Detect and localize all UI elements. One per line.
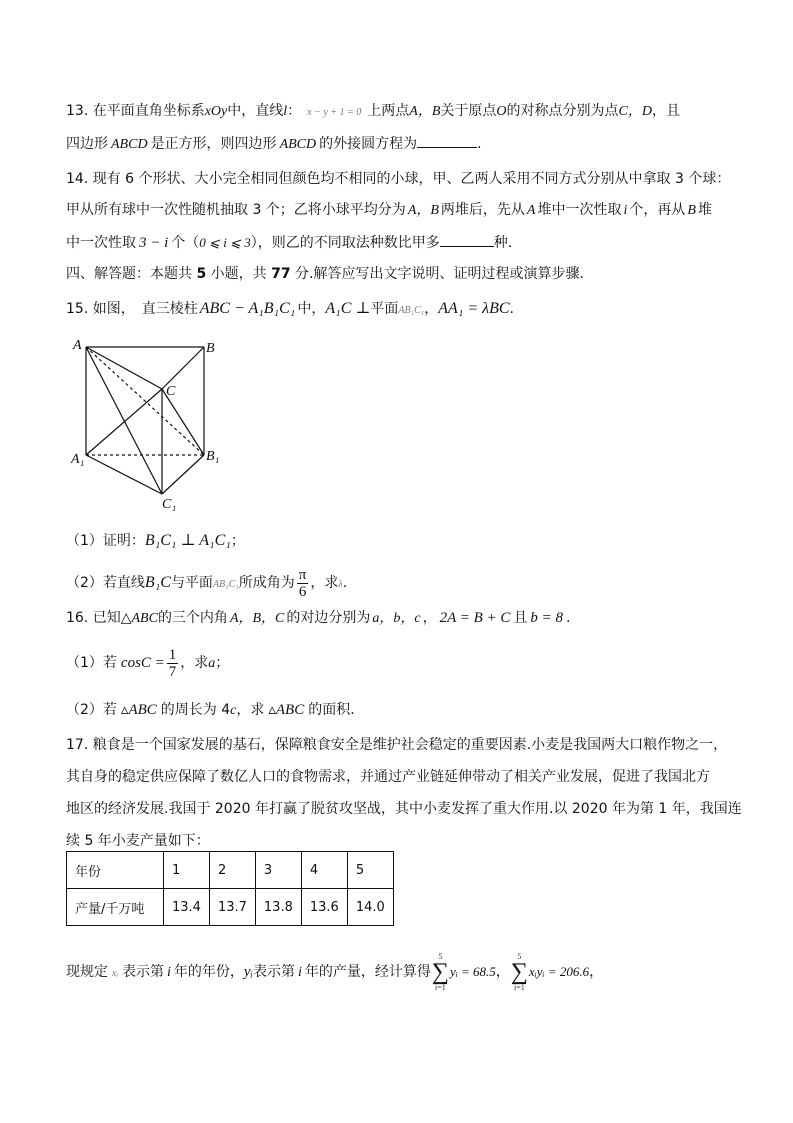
- text: ，: [589, 964, 604, 980]
- q17-line3: 地区的经济发展.我国于 2020 年打赢了脱贫攻坚战，其中小麦发挥了重大作用.以 2020 年为第 1 年，我国连: [66, 801, 742, 817]
- text: 两堆后，先从: [440, 202, 525, 218]
- text: .: [342, 575, 348, 591]
- q15-part1: [66, 531, 245, 551]
- math: AB₁C₁: [398, 305, 425, 316]
- wheat-yield-table: [66, 851, 394, 926]
- math: yᵢ = 68.5: [449, 964, 496, 979]
- text: ；: [230, 533, 245, 549]
- math: c: [230, 703, 237, 718]
- q14-line2: [66, 200, 712, 221]
- label-C: C: [166, 384, 176, 399]
- math: cosC =: [120, 655, 165, 671]
- math: l: [283, 104, 288, 119]
- text: .: [477, 136, 482, 152]
- table-cell: 13.6: [301, 889, 347, 926]
- table-cell: 14.0: [347, 889, 393, 926]
- math: i: [623, 203, 628, 218]
- table-row-yield: [67, 889, 394, 926]
- math: xᵢ: [112, 968, 119, 979]
- answer-blank: [440, 232, 494, 247]
- row-header: 年份: [67, 852, 164, 889]
- text: ，且: [651, 103, 680, 119]
- segment-AC1: [86, 347, 162, 494]
- math: ▵ABC: [120, 702, 157, 718]
- table-cell: 13.4: [164, 889, 210, 926]
- q16-stem: [66, 608, 571, 629]
- text: ：: [287, 103, 302, 119]
- q14-line3: [66, 232, 512, 253]
- text: 15. 如图， 直三棱柱: [66, 301, 198, 317]
- segment-A1C: [86, 389, 162, 455]
- text: ，求: [236, 702, 265, 718]
- table-cell: 5: [347, 852, 393, 889]
- text: 中，直线: [227, 103, 284, 119]
- q14-line1: 14. 现有 6 个形状、大小完全相同但颜色均不相同的小球，甲、乙两人采用不同方式分别从中拿取 3 个球：: [66, 171, 731, 187]
- text: ，求: [180, 655, 209, 671]
- math: AA₁ = λBC: [438, 300, 510, 317]
- text: 的对边分别为: [286, 610, 371, 626]
- text: 现规定: [66, 964, 108, 980]
- text: 中一次性取: [66, 235, 136, 251]
- text: 的三个内角: [157, 610, 228, 626]
- text: 四边形: [66, 136, 108, 152]
- math: A，B: [409, 104, 441, 119]
- text: ，: [422, 610, 437, 626]
- text: 种.: [493, 235, 513, 251]
- text: 堆: [697, 202, 712, 218]
- table-cell: 1: [164, 852, 210, 889]
- text: 平面: [370, 301, 399, 317]
- text: 分.解答应写出文字说明、证明过程或演算步骤.: [290, 266, 584, 282]
- q17-line4: 续 5 年小麦产量如下：: [66, 833, 210, 849]
- math: B: [687, 203, 696, 218]
- math: 0 ⩽ i ⩽ 3: [199, 235, 251, 250]
- fraction-denominator: 6: [298, 583, 307, 600]
- text: 所成角为: [238, 575, 295, 591]
- math: ▵ABC: [268, 702, 305, 718]
- text: 个（: [171, 235, 200, 251]
- math: 2A = B + C: [439, 610, 511, 626]
- q17-line2: 其自身的稳定供应保障了数亿人口的食物需求，并通过产业链延伸带动了相关产业发展，促进了我国北方: [66, 769, 710, 785]
- math: ABCD: [279, 137, 317, 152]
- math: a，b，c: [372, 611, 421, 626]
- row-header: 产量/千万吨: [67, 889, 164, 926]
- math: B₁C₁ ⊥ A₁C₁: [144, 532, 231, 549]
- answer-blank: [417, 133, 477, 148]
- math: 3 − i: [139, 235, 169, 251]
- text: 且: [513, 610, 528, 626]
- text: 关于原点: [440, 103, 497, 119]
- table-cell: 3: [255, 852, 301, 889]
- math: A: [526, 203, 536, 218]
- text: 的对称点分别为点: [506, 103, 619, 119]
- label-B1: B₁: [206, 449, 220, 464]
- text: （2）若: [66, 702, 117, 718]
- text: 表示第: [252, 964, 295, 980]
- text: ，求: [310, 575, 339, 591]
- q16-part1: [66, 645, 229, 681]
- text: ，: [424, 301, 439, 317]
- label-C1: C₁: [162, 497, 177, 512]
- text: 年的产量，经计算得: [304, 964, 431, 980]
- math: A，B: [407, 203, 439, 218]
- text: 16. 已知△: [66, 610, 132, 626]
- text: ，: [495, 964, 510, 980]
- fraction-numerator: 1: [168, 646, 177, 663]
- math: B₁C: [144, 574, 171, 591]
- math: i: [297, 965, 302, 980]
- text: 的面积.: [308, 702, 355, 718]
- math: ABCD: [111, 137, 148, 152]
- math: ABC − A₁B₁C₁: [199, 300, 296, 317]
- math: A₁C ⊥: [325, 300, 371, 317]
- section-four-header: [66, 264, 584, 284]
- label-B: B: [206, 341, 215, 356]
- text: （2）若直线: [66, 575, 145, 591]
- math: λ: [338, 579, 343, 590]
- summation-sign: 5 ∑ i=1: [431, 952, 449, 992]
- math: O: [496, 104, 507, 119]
- sum-upper-limit: 5: [517, 952, 522, 961]
- line-equation: x − y + 1 = 0: [307, 107, 362, 118]
- text: 甲从所有球中一次性随机抽取 3 个；乙将小球平均分为: [66, 202, 406, 218]
- sum-lower-limit: i=1: [514, 983, 525, 992]
- text: ；: [215, 655, 230, 671]
- math: ABC: [131, 611, 158, 626]
- table-cell: 4: [301, 852, 347, 889]
- math: yᵢ: [243, 964, 253, 980]
- summation-sign: 5 ∑ i=1: [510, 952, 528, 992]
- label-A1: A₁: [71, 452, 85, 467]
- table-cell: 13.7: [209, 889, 255, 926]
- text: 年的年份，: [173, 964, 244, 980]
- math: A，B，C: [229, 611, 285, 626]
- text: .: [509, 301, 514, 317]
- q17-line1: 17. 粮食是一个国家发展的基石，保障粮食安全是维护社会稳定的重要因素.小麦是我国两大口粮作物之一，: [66, 737, 728, 753]
- math: AB₁C₁: [212, 579, 239, 590]
- text: 是正方形，则四边形: [150, 136, 277, 152]
- text: 四、解答题：本题共: [66, 266, 197, 282]
- fraction-denominator: 7: [168, 663, 177, 680]
- math: xᵢyᵢ = 206.6: [528, 964, 590, 979]
- math: xOy: [204, 104, 228, 119]
- text: 表示第: [122, 964, 165, 980]
- edge-B1C1: [162, 455, 204, 494]
- text: 小题，共: [206, 266, 272, 282]
- math: b = 8: [530, 610, 564, 626]
- sum-lower-limit: i=1: [435, 983, 446, 992]
- edge-A1C1: [86, 455, 162, 494]
- label-A: A: [73, 338, 82, 353]
- text: （1）证明：: [66, 533, 145, 549]
- text: 13. 在平面直角坐标系: [66, 103, 205, 119]
- text: 堆中一次性取: [537, 202, 622, 218]
- q13-line2: [66, 133, 482, 155]
- q15-stem: [66, 299, 514, 321]
- text: 上两点: [367, 103, 410, 119]
- edge-BC: [162, 347, 204, 389]
- triangular-prism-figure: [70, 334, 230, 514]
- text: 中，: [297, 301, 326, 317]
- fraction-pi-over-6: [297, 567, 309, 600]
- text: 77: [271, 266, 291, 282]
- table-cell: 2: [209, 852, 255, 889]
- fraction-numerator: π: [298, 566, 307, 583]
- math: i: [167, 965, 171, 980]
- text: 个，再从: [629, 202, 686, 218]
- text: .: [566, 610, 571, 626]
- fraction-one-seventh: [167, 647, 179, 680]
- text: 5: [196, 266, 207, 282]
- q16-part2: [66, 700, 355, 721]
- text: 的周长为 4: [160, 702, 231, 718]
- math: C，D: [618, 104, 652, 119]
- sum-upper-limit: 5: [438, 952, 443, 961]
- table-row-year: [67, 852, 394, 889]
- text: ），则乙的不同取法种数比甲多: [250, 235, 440, 251]
- q15-part2: [66, 566, 347, 600]
- text: （1）若: [66, 655, 117, 671]
- q17-last-line: [66, 952, 603, 992]
- table-cell: 13.8: [255, 889, 301, 926]
- text: 的外接圆方程为: [319, 136, 418, 152]
- text: 与平面: [170, 575, 213, 591]
- math: a: [208, 656, 216, 671]
- segment-AB1-hidden: [86, 347, 204, 455]
- q13-line1: [66, 101, 680, 123]
